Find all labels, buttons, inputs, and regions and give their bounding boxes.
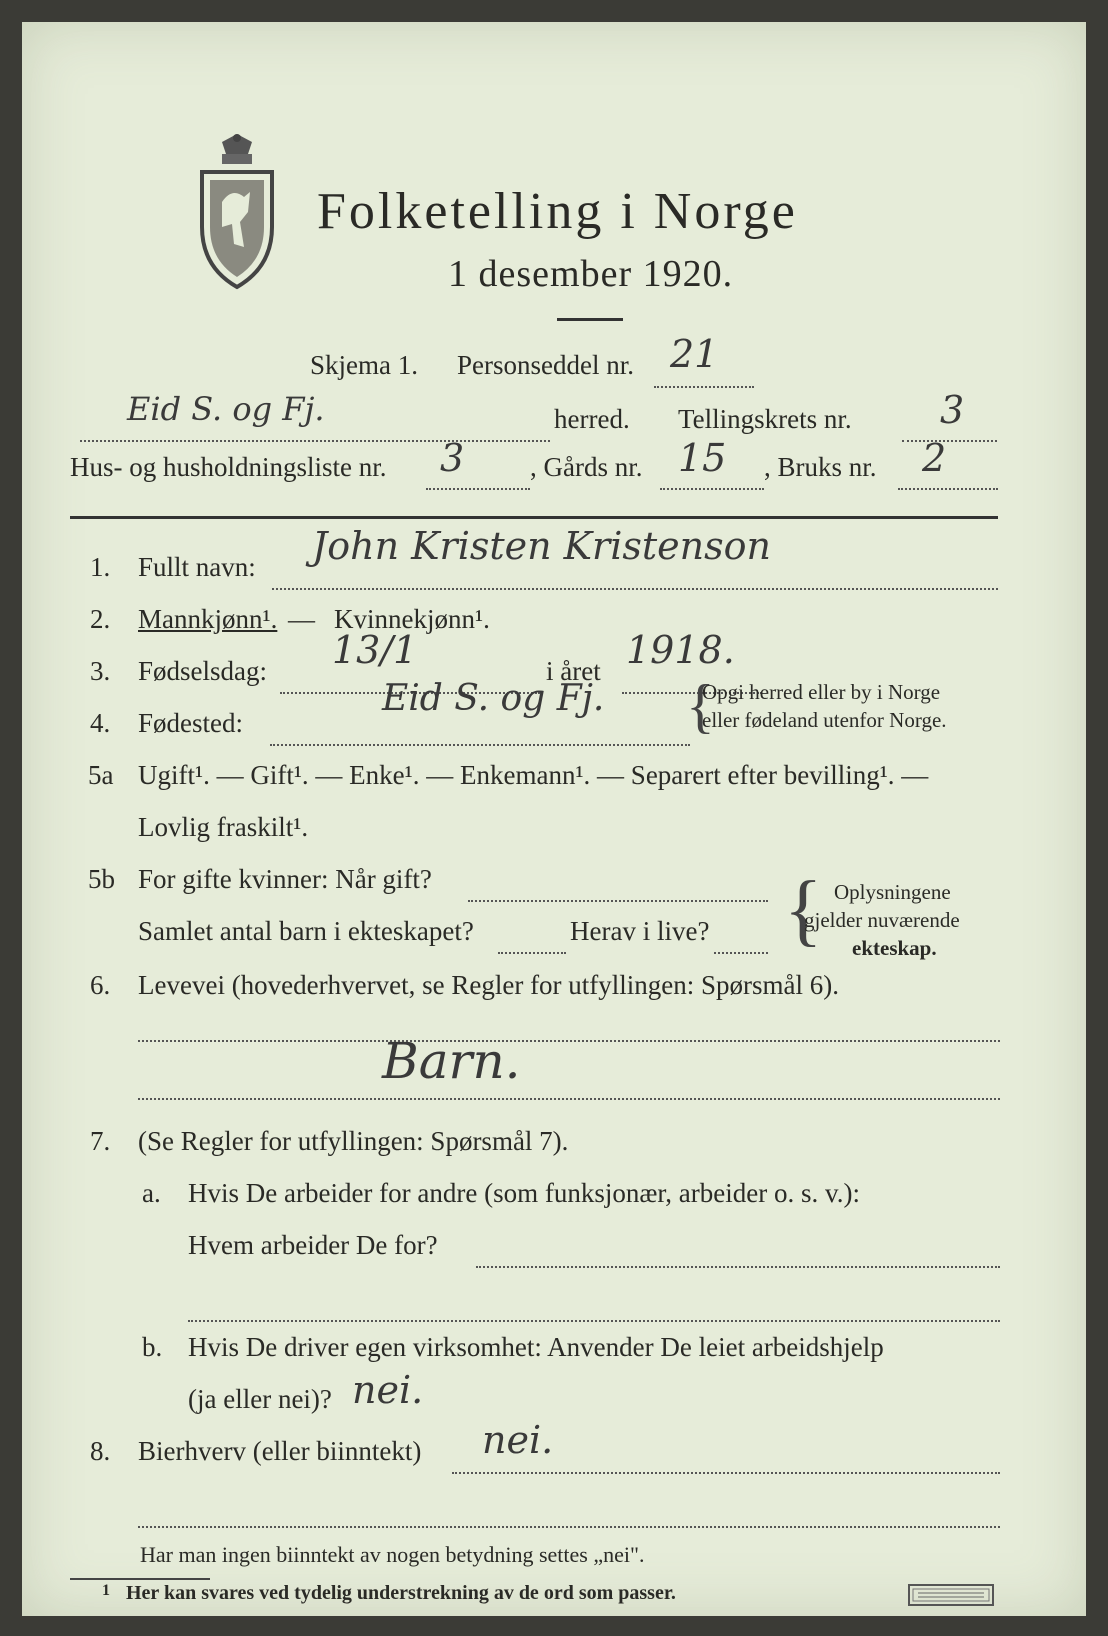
q4-label: Fødested: (138, 708, 243, 738)
tellingskrets-label: Tellingskrets nr. (678, 404, 852, 434)
personseddel-label: Personseddel nr. (457, 350, 634, 380)
header-divider (70, 516, 998, 519)
gards-label: , Gårds nr. (530, 452, 643, 482)
q6-line-1 (138, 1040, 1000, 1042)
q3-year-label: i året (546, 656, 601, 686)
herred-line (80, 440, 550, 442)
q4-brace: { (686, 673, 715, 739)
q2-number: 2. (90, 604, 111, 634)
q4-note-1: Opgi herred eller by i Norge (702, 680, 941, 704)
q5b-married-line (468, 900, 768, 902)
birthplace-value[interactable]: Eid S. og Fj. (382, 678, 605, 719)
q5b-alive-label: Herav i live? (570, 916, 710, 946)
q5b-note-3: ekteskap. (852, 936, 937, 960)
q7a-employer-line-2 (188, 1320, 1000, 1322)
q1-line (272, 588, 998, 590)
husliste-line (426, 488, 530, 490)
q4-line (270, 744, 690, 746)
q1-label: Fullt navn: (138, 552, 256, 582)
q5b-children-label: Samlet antal barn i ekteskapet? (138, 916, 474, 946)
bruks-line (898, 488, 998, 490)
norway-coat-of-arms-icon (192, 132, 282, 292)
q5b-married-label: For gifte kvinner: Når gift? (138, 864, 432, 894)
q4-number: 4. (90, 708, 111, 738)
footnote-mark: 1 (102, 1582, 110, 1599)
form-date: 1 desember 1920. (448, 253, 734, 295)
q7a-employer-label: Hvem arbeider De for? (188, 1230, 438, 1260)
q1-number: 1. (90, 552, 111, 582)
q8-line-2 (138, 1526, 1000, 1528)
q6-label: Levevei (hovederhvervet, se Regler for utfyllingen: Spørsmål 6). (138, 970, 840, 1000)
gender-separator: — (288, 604, 315, 634)
q3-label: Fødselsdag: (138, 656, 268, 686)
footnote-divider (70, 1578, 210, 1580)
q7-label: (Se Regler for utfyllingen: Spørsmål 7). (138, 1126, 569, 1156)
birthdate-value[interactable]: 13/1 (332, 628, 418, 672)
q5b-alive-line (714, 952, 768, 954)
q5b-brace: { (784, 866, 823, 954)
gender-male[interactable]: Mannkjønn¹. (138, 604, 278, 634)
form-title: Folketelling i Norge (317, 183, 798, 240)
q8-label: Bierhverv (eller biinntekt) (138, 1436, 422, 1466)
marital-status-divorced[interactable]: Lovlig fraskilt¹. (138, 812, 309, 842)
title-divider (557, 318, 623, 321)
q8-number: 8. (90, 1436, 111, 1466)
q7a-employer-line (476, 1266, 1000, 1268)
personseddel-value[interactable]: 21 (670, 332, 719, 376)
husliste-label: Hus- og husholdningsliste nr. (70, 452, 387, 482)
census-form (22, 22, 1086, 1616)
side-income-value[interactable]: nei. (482, 1418, 554, 1462)
footnote-text: Her kan svares ved tydelig understrekning av de ord som passer. (126, 1582, 676, 1604)
q7b-label: Hvis De driver egen virksomhet: Anvender De leiet arbeidshjelp (188, 1332, 884, 1362)
printer-stamp-icon (908, 1584, 994, 1606)
q5b-children-line (498, 952, 566, 954)
q7a-number: a. (142, 1178, 161, 1208)
gender-female[interactable]: Kvinnekjønn¹. (334, 604, 490, 634)
q7-number: 7. (90, 1126, 111, 1156)
q6-number: 6. (90, 970, 111, 1000)
q8-line (452, 1472, 1000, 1474)
birthyear-value[interactable]: 1918. (626, 628, 735, 672)
husliste-value[interactable]: 3 (440, 436, 465, 480)
q5b-note-2: gjelder nuværende (804, 908, 960, 932)
occupation-value[interactable]: Barn. (382, 1032, 521, 1090)
q7b-answer-value[interactable]: nei. (352, 1368, 424, 1412)
q7a-label: Hvis De arbeider for andre (som funksjonær, arbeider o. s. v.): (188, 1178, 860, 1208)
side-income-note: Har man ingen biinntekt av nogen betydning settes „nei". (140, 1542, 645, 1567)
full-name-value[interactable]: John Kristen Kristenson (312, 524, 771, 568)
skjema-label: Skjema 1. (310, 350, 418, 380)
gards-line (660, 488, 764, 490)
herred-label: herred. (554, 404, 630, 434)
tellingskrets-value[interactable]: 3 (940, 388, 965, 432)
q4-note-2: eller fødeland utenfor Norge. (702, 708, 947, 732)
q7b-answer-label: (ja eller nei)? (188, 1384, 332, 1414)
tellingskrets-line (902, 440, 997, 442)
q3-number: 3. (90, 656, 111, 686)
q7b-number: b. (142, 1332, 163, 1362)
q5a-number: 5a (88, 760, 114, 790)
herred-value[interactable]: Eid S. og Fj. (127, 390, 325, 428)
marital-status-options[interactable]: Ugift¹. — Gift¹. — Enke¹. — Enkemann¹. — Separert efter bevilling¹. — (138, 760, 929, 790)
gards-value[interactable]: 15 (678, 436, 727, 480)
personseddel-line (654, 386, 754, 388)
bruks-label: , Bruks nr. (764, 452, 877, 482)
q6-line-2 (138, 1098, 1000, 1100)
q5b-number: 5b (88, 864, 115, 894)
bruks-value[interactable]: 2 (922, 436, 947, 480)
q5b-note-1: Oplysningene (834, 880, 951, 904)
